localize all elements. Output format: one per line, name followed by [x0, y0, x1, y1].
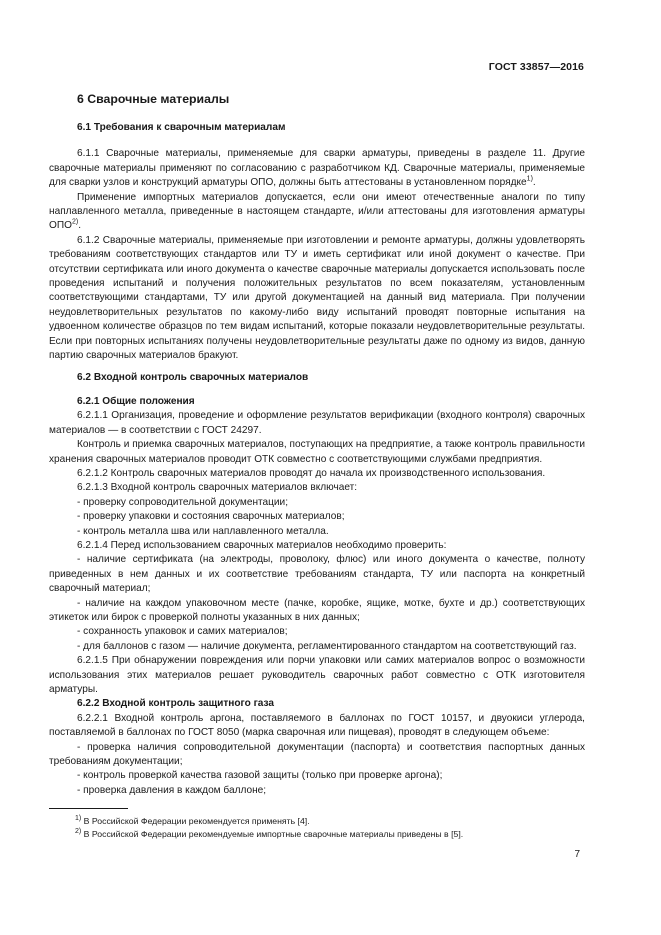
heading-6-2-1: 6.2.1 Общие положения: [77, 395, 195, 407]
subsection-6-1-title: 6.1 Требования к сварочным материалам: [77, 122, 286, 133]
list-item: - проверку упаковки и состояния сварочных материалов;: [77, 511, 345, 523]
footnote-ref-1: 1): [526, 175, 533, 183]
paragraph-6-2-1-5: 6.2.1.5 При обнаружении повреждения или порчи упаковки или самих материалов вопрос о возможности использования этих материалов решает руководитель сварочных работ совместно с ОТК изготовителя арматуры.: [49, 655, 585, 696]
page-number: 7: [574, 849, 580, 860]
list-item: - контроль проверкой качества газовой защиты (только при проверке аргона);: [77, 770, 443, 782]
section-title: 6 Сварочные материалы: [77, 92, 230, 106]
list-item: - контроль металла шва или наплавленного металла.: [77, 525, 329, 537]
paragraph-6-2-1-3: 6.2.1.3 Входной контроль сварочных материалов включает:: [77, 482, 358, 494]
paragraph-6-1-2: 6.1.2 Сварочные материалы, применяемые при изготовлении и ремонте арматуры, должны удовлетворять требованиям соответствующих стандартов или ТУ и иметь сертификат или иной документ о качестве. При отсутствии сертификата или иного документа о качестве сварочные материалы допускается использовать после проведения испытаний и получения положительных результатов по всем показателям, установленным соответствующими стандартами, ТУ или другой документацией на данный вид материала. При получении неудовлетворительных результатов по какому-либо виду испытаний проводят повторные испытания на удвоенном количестве образцов по тем видам испытаний, которые показали неудовлетворительные результаты. Если при повторных испытаниях получены неудовлетворительные результаты даже по одному из видов, данную партию сварочных материалов бракуют.: [49, 234, 585, 362]
paragraph-6-2-1-1: 6.2.1.1 Организация, проведение и оформление результатов верификации (входного контроля) сварочных материалов — в соответствии с ГОСТ 24297.: [49, 410, 585, 436]
list-item: - наличие на каждом упаковочном месте (пачке, коробке, ящике, мотке, бухте и др.) соответствующих этикеток или бирок с проверкой полноты указанных в них данных;: [49, 597, 585, 623]
paragraph-6-2-1-4: 6.2.1.4 Перед использованием сварочных материалов необходимо проверить:: [77, 539, 447, 551]
footnote-ref-2: 2): [71, 219, 79, 227]
list-item: - проверка наличия сопроводительной документации (паспорта) и соответствия паспортных данных требованиям документации;: [49, 741, 585, 768]
paragraph-6-1-1: 6.1.1 Сварочные материалы, применяемые для сварки арматуры, приведены в разделе 11. Другие сварочные материалы применяют по согласованию с разработчиком КД. Сварочные материалы, применяемые для сварки узлов и конструкций арматуры ОПО, должны быть аттестованы в установленном порядке$^{1)}$.: [49, 148, 585, 189]
footnote-1: $^{1)}$ В Российской Федерации рекомендуется применять [4].: [75, 815, 310, 826]
footnote-2: $^{2)}$ В Российской Федерации рекомендуемые импортные сварочные материалы приведены в [5].: [75, 827, 464, 839]
heading-6-2-2: 6.2.2 Входной контроль защитного газа: [77, 698, 275, 710]
paragraph-control: Контроль и приемка сварочных материалов, поступающих на предприятие, а также контроль правильности хранения сварочных материалов проводит ОТК совместно с соответствующими службами предприятия.: [49, 439, 585, 465]
footnote-divider: [49, 808, 128, 809]
standard-number: ГОСТ 33857—2016: [488, 61, 584, 73]
paragraph-6-2-1-2: 6.2.1.2 Контроль сварочных материалов проводят до начала их производственного использования.: [77, 467, 546, 479]
body-text: [49, 91, 585, 798]
paragraph-6-2-2-1: 6.2.2.1 Входной контроль аргона, поставляемого в баллонах по ГОСТ 10157, и двуокиси углерода, поставляемой в баллонах по ГОСТ 8050 (марка сварочная или пищевая), проводят в следующем объеме:: [49, 712, 585, 739]
list-item: - для баллонов с газом — наличие документа, регламентированного стандартом на соответствующий газ.: [77, 640, 577, 652]
footnotes: [49, 815, 585, 840]
list-item: - проверка давления в каждом баллоне;: [77, 784, 267, 796]
list-item: - проверку сопроводительной документации;: [77, 496, 288, 508]
list-item: - наличие сертификата (на электроды, проволоку, флюс) или иного документа о качестве, полноту приведенных в нем данных и их соответствие требованиям стандарта, ТУ или паспорта на конкретный сварочный материал;: [49, 554, 585, 595]
paragraph-imports: Применение импортных материалов допускается, если они имеют отечественные аналоги по типу наплавленного металла, приведенные в настоящем стандарте, и/или аттестованы для изготовления арматуры ОПО$^{2)}$.: [49, 191, 585, 232]
list-item: - сохранность упаковок и самих материалов;: [77, 626, 288, 638]
subsection-6-2-title: 6.2 Входной контроль сварочных материалов: [77, 371, 309, 383]
